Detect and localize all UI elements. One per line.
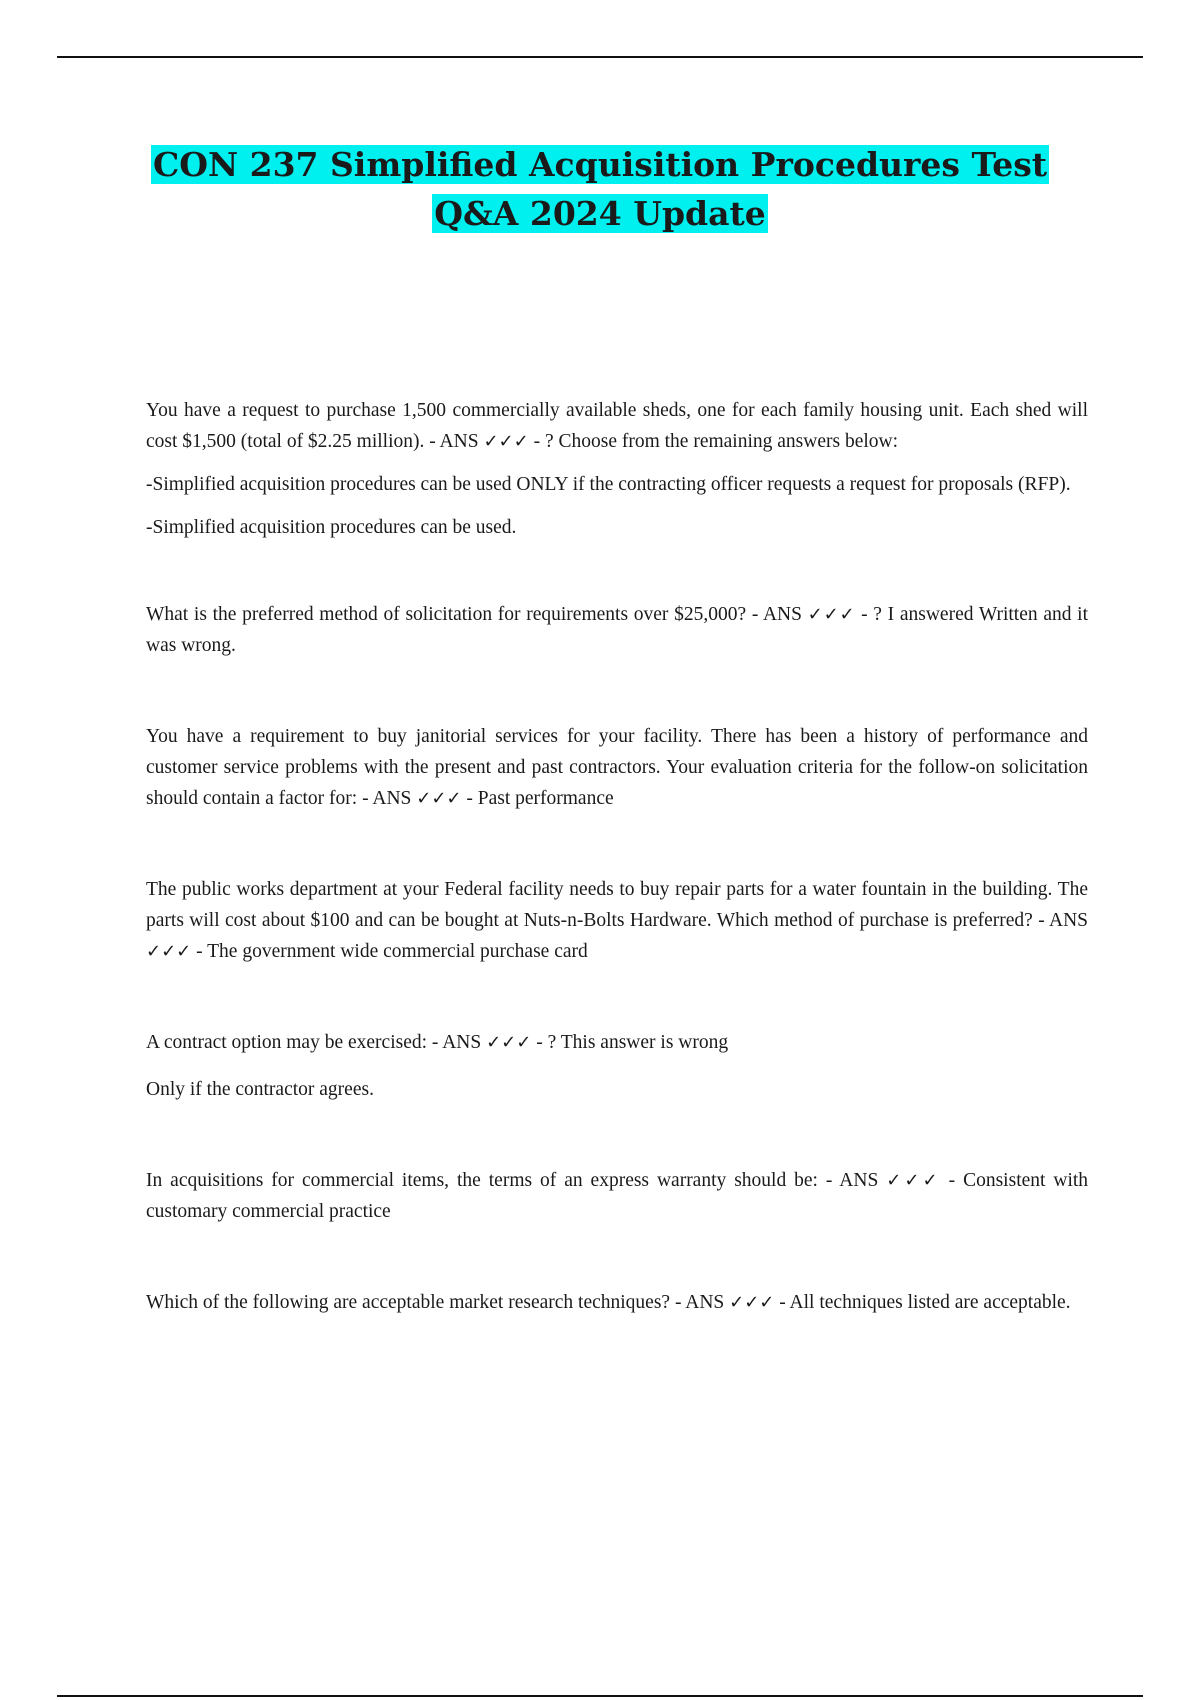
question-text: You have a request to purchase 1,500 commercially available sheds, one for each family housing unit. Each shed will cost $1,500 (total of $2.25 million). (146, 400, 1088, 452)
answer-marker: - ANS (674, 1292, 725, 1313)
qa-item-1 (146, 395, 1088, 457)
qa-item-3 (146, 721, 1088, 814)
question-text: Which of the following are acceptable market research techniques? (146, 1292, 671, 1313)
answer-marker: - ANS (825, 1170, 879, 1191)
question-text: You have a requirement to buy janitorial services for your facility. There has been a history of performance and customer service problems with the present and past contractors. Your evaluation criteria for the follow-on solicitation should contain a factor for: (146, 726, 1088, 809)
bottom-rule (57, 1695, 1143, 1697)
answer-marker: - ANS (362, 788, 412, 809)
document-title (100, 140, 1100, 238)
answer-marker: - ANS (1038, 910, 1089, 931)
answer-marker: - ANS (751, 604, 802, 625)
check-marks-icon: ✓✓✓ (807, 604, 856, 625)
qa-item-4 (146, 874, 1088, 967)
check-marks-icon: ✓✓✓ (483, 431, 529, 452)
check-marks-icon: ✓✓✓ (146, 941, 192, 962)
answer-extra: -Simplified acquisition procedures can be used. (146, 517, 517, 538)
answer-extra: -Simplified acquisition procedures can be used ONLY if the contracting officer requests a request for proposals (RFP). (146, 474, 1071, 495)
question-text: What is the preferred method of solicitation for requirements over $25,000? (146, 604, 747, 625)
answer-marker: - ANS (429, 431, 479, 452)
qa-list (146, 395, 1088, 1318)
answer-text: - ? This answer is wrong (536, 1032, 729, 1053)
check-marks-icon: ✓✓✓ (729, 1292, 775, 1313)
answer-marker: - ANS (431, 1032, 482, 1053)
answer-extra: Only if the contractor agrees. (146, 1079, 374, 1100)
qa-item-5 (146, 1027, 1088, 1058)
title-line-2: Q&A 2024 Update (434, 194, 766, 233)
qa-item-2 (146, 599, 1088, 661)
question-text: A contract option may be exercised: (146, 1032, 428, 1053)
check-marks-icon: ✓✓✓ (486, 1032, 532, 1053)
title-line-1: CON 237 Simplified Acquisition Procedures Test (152, 145, 1048, 184)
check-marks-icon: ✓✓✓ (886, 1170, 941, 1191)
qa-item-7 (146, 1287, 1088, 1318)
answer-text: - ? I answered Written and it was wrong. (146, 604, 1089, 656)
question-text: The public works department at your Federal facility needs to buy repair parts for a water fountain in the building. The parts will cost about $100 and can be bought at Nuts-n-Bolts Hardware. Which method of purchase is preferred? (146, 879, 1088, 931)
answer-text: - Consistent with customary commercial practice (146, 1170, 1089, 1222)
top-rule (57, 56, 1143, 58)
check-marks-icon: ✓✓✓ (416, 788, 462, 809)
answer-text: - The government wide commercial purchase card (196, 941, 588, 962)
question-text: In acquisitions for commercial items, the terms of an express warranty should be: (146, 1170, 818, 1191)
answer-text: - Past performance (466, 788, 614, 809)
answer-text: - ? Choose from the remaining answers below: (533, 431, 899, 452)
qa-item-6 (146, 1165, 1088, 1227)
answer-text: - All techniques listed are acceptable. (779, 1292, 1071, 1313)
